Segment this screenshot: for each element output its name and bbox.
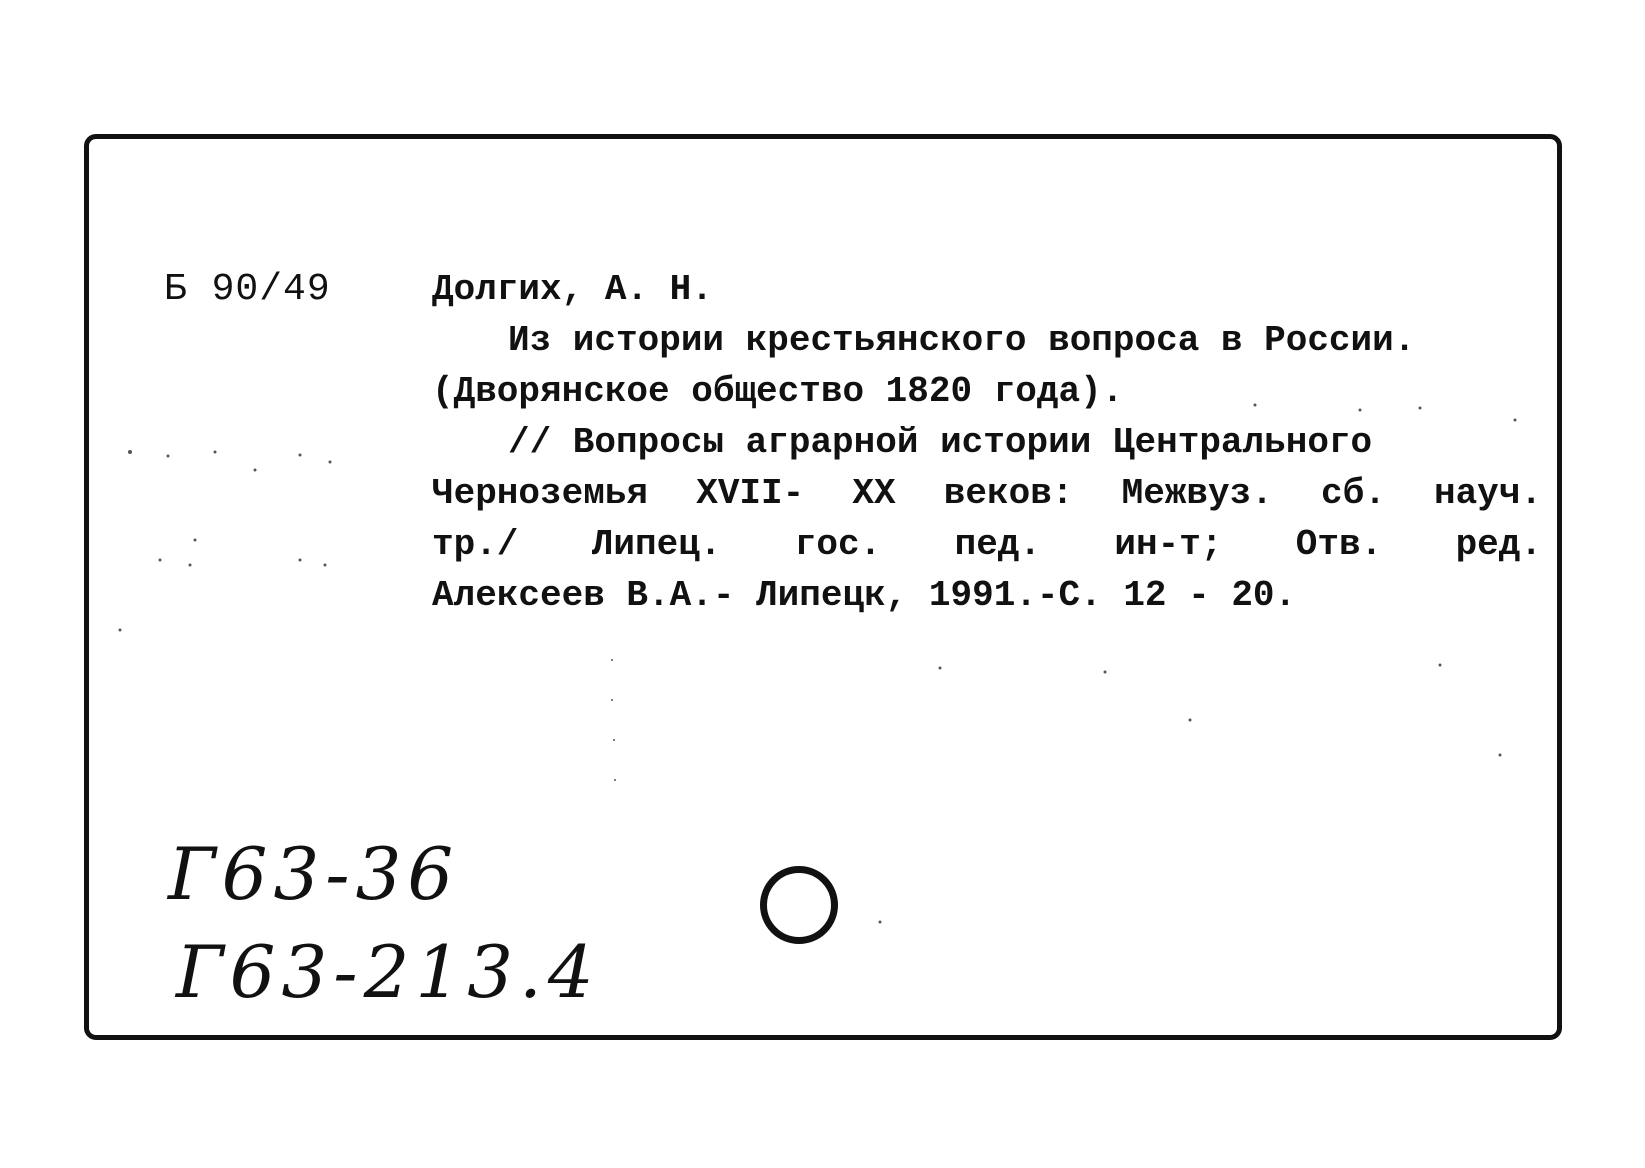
entry-source-cont-1: Черноземья XVII- XX веков: Межвуз. сб. науч. (432, 473, 1542, 514)
bibliographic-entry (432, 264, 1542, 621)
entry-imprint: Алексеев В.А.- Липецк, 1991.-С. 12 - 20. (432, 575, 1297, 616)
handwritten-classmark-2: Г63-213.4 (176, 930, 600, 1014)
entry-title: Из истории крестьянского вопроса в России. (508, 320, 1416, 361)
shelfmark: Б 90/49 (164, 268, 331, 311)
entry-author: Долгих, А. Н. (432, 269, 713, 310)
entry-source-cont-2: тр./ Липец. гос. пед. ин-т; Отв. ред. (432, 524, 1542, 565)
entry-subtitle: (Дворянское общество 1820 года). (432, 371, 1124, 412)
entry-source: // Вопросы аграрной истории Центрального (508, 422, 1373, 463)
handwritten-classmark-1: Г63-36 (168, 832, 460, 916)
card-punch-hole (760, 866, 838, 944)
